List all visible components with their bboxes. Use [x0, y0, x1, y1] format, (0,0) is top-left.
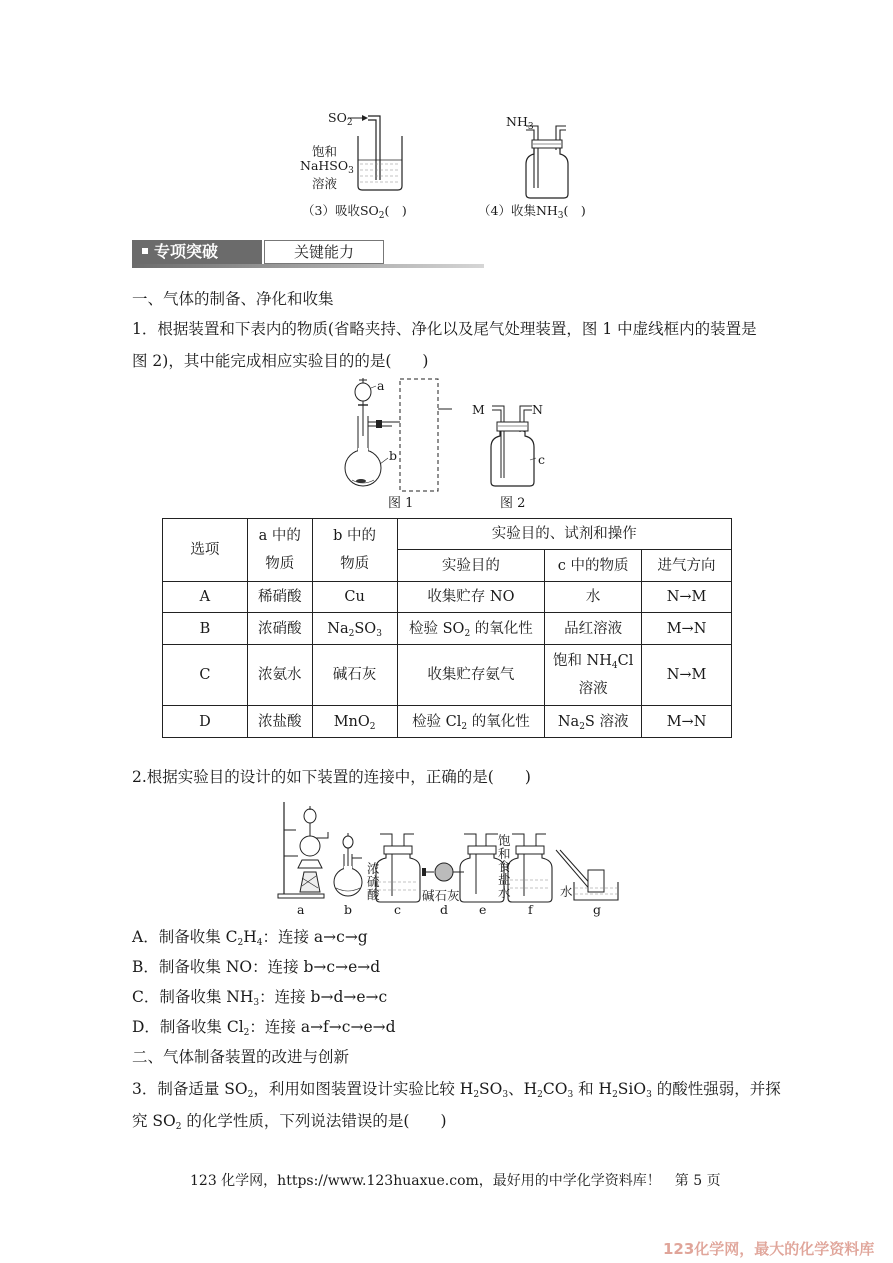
figure-3-caption: （3）吸收$SO_2$( ) [302, 203, 407, 221]
q3-stem-line1: 3．制备适量 $SO_2$，利用如图装置设计实验比较 $H_2SO_3$、$H_2CO_3$ 和 $H_2SiO_3$ 的酸性强弱，并探 [132, 1080, 781, 1100]
cell-a: 浓硝酸 [247, 613, 312, 645]
fig2-label-n: N [532, 402, 543, 417]
cell-option: B [163, 613, 248, 645]
banner-underline [132, 264, 484, 268]
fig2-label-m: M [472, 402, 485, 417]
q2-option-c: C．制备收集 $NH_3$：连接 b→d→e→c [132, 988, 388, 1008]
fig-label-b: b [344, 902, 353, 917]
gas-label-nh3: $NH_3$ [506, 114, 534, 132]
flask-with-funnel-drawing [330, 376, 480, 496]
cell-a: 稀硝酸 [247, 582, 312, 613]
label-saturated-brine: 饱 和 食 盐 水 [498, 833, 511, 900]
fig-label-a: a [297, 902, 305, 917]
cell-direction: M→N [642, 613, 732, 645]
header-a-substance: a 中的 物质 [247, 519, 312, 582]
gas-label-so2: $SO_2$ [328, 110, 353, 128]
page-footer: 123 化学网，https://www.123huaxue.com，最好用的中学化学资料库！ 第 5 页 [190, 1173, 721, 1189]
square-bullet-icon [142, 248, 148, 254]
cell-c: $Na_2S$ 溶液 [545, 706, 642, 738]
fig2-caption: 图 2 [500, 496, 526, 511]
options-table [162, 518, 732, 738]
cell-option: C [163, 645, 248, 706]
cell-c: 水 [545, 582, 642, 613]
site-watermark: 123化学网，最大的化学资料库 [663, 1240, 875, 1258]
q2-apparatus-figure [272, 796, 622, 918]
cell-purpose: 收集贮存氨气 [397, 645, 545, 706]
q2-option-a: A．制备收集 $C_2H_4$：连接 a→c→g [132, 928, 368, 948]
fig-label-c: c [394, 902, 402, 917]
header-b-substance: b 中的 物质 [312, 519, 397, 582]
cell-purpose: 检验 $Cl_2$ 的氧化性 [397, 706, 545, 738]
banner-dark-tab: 专项突破 [132, 240, 262, 264]
cell-c: 品红溶液 [545, 613, 642, 645]
q1-stem-line1: 1．根据装置和下表内的物质(省略夹持、净化以及尾气处理装置，图 1 中虚线框内的装置是 [132, 320, 757, 338]
header-purpose: 实验目的 [397, 550, 545, 582]
fig2-label-c: c [538, 452, 546, 467]
table-row [163, 613, 732, 645]
cell-b: 碱石灰 [312, 645, 397, 706]
cell-direction: N→M [642, 582, 732, 613]
table-row [163, 582, 732, 613]
cell-purpose: 收集贮存 NO [397, 582, 545, 613]
cell-b: $Na_2SO_3$ [312, 613, 397, 645]
banner-light-tab: 关键能力 [264, 240, 384, 264]
cell-a: 浓盐酸 [247, 706, 312, 738]
cell-option: D [163, 706, 248, 738]
section2-title: 二、气体制备装置的改进与创新 [132, 1048, 350, 1066]
table-row [163, 706, 732, 738]
q2-stem: 2.根据实验目的设计的如下装置的连接中，正确的是( ) [132, 768, 531, 786]
fig-label-f: f [528, 902, 533, 917]
fig1-label-b: b [389, 448, 398, 463]
section-banner [132, 238, 484, 268]
cell-option: A [163, 582, 248, 613]
section1-title: 一、气体的制备、净化和收集 [132, 290, 334, 308]
fig1-label-a: a [377, 378, 385, 393]
cell-purpose: 检验 $SO_2$ 的氧化性 [397, 613, 545, 645]
cell-b: Cu [312, 582, 397, 613]
header-group: 实验目的、试剂和操作 [397, 519, 731, 550]
table-header-row-1 [163, 519, 732, 550]
solution-label-line1: 饱和 [312, 144, 338, 159]
cell-c: 饱和 $NH_4Cl$ 溶液 [545, 645, 642, 706]
header-c-substance: c 中的物质 [545, 550, 642, 582]
table-row [163, 645, 732, 706]
figure-2-gas-bottle [470, 400, 560, 490]
label-water: 水 [560, 884, 573, 899]
cell-b: MnO$_2$ [312, 706, 397, 738]
cell-direction: M→N [642, 706, 732, 738]
fig-label-e: e [479, 902, 487, 917]
solution-label-line3: 溶液 [312, 176, 338, 191]
fig-label-d: d [440, 902, 449, 917]
header-direction: 进气方向 [642, 550, 732, 582]
q3-stem-line2: 究 $SO_2$ 的化学性质，下列说法错误的是( ) [132, 1112, 447, 1132]
fig1-caption: 图 1 [388, 496, 414, 511]
q2-option-d: D．制备收集 $Cl_2$：连接 a→f→c→e→d [132, 1018, 396, 1038]
fig-label-g: g [593, 902, 602, 917]
figure-4-caption: （4）收集$NH_3$( ) [478, 203, 586, 221]
q1-stem-line2: 图 2)，其中能完成相应实验目的的是( ) [132, 352, 429, 370]
q2-option-b: B．制备收集 NO：连接 b→c→e→d [132, 958, 381, 976]
figure-1-apparatus [330, 376, 480, 496]
cell-direction: N→M [642, 645, 732, 706]
header-option: 选项 [163, 519, 248, 582]
label-soda-lime: 碱石灰 [422, 888, 460, 903]
label-concentrated-sulfuric-acid: 浓 硫 酸 [367, 861, 380, 902]
solution-label-line2: NaHSO$_3$ [300, 158, 354, 176]
figure-4-collect-nh3 [500, 108, 600, 203]
cell-a: 浓氨水 [247, 645, 312, 706]
